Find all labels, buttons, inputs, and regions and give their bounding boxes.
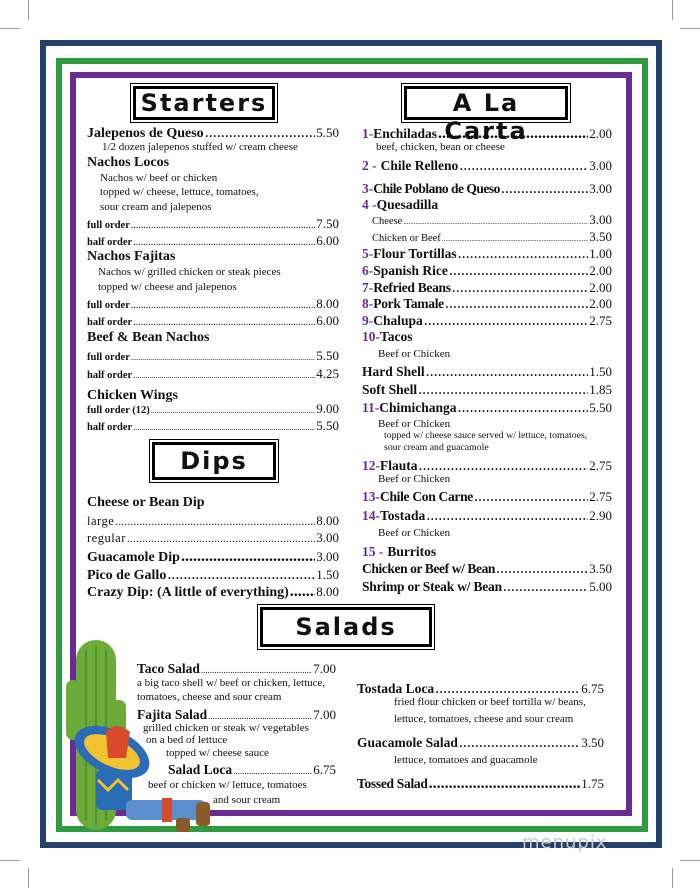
menu-item: Guacamole Salad ..... 3.50 <box>357 734 604 752</box>
menu-item: 11- Chimichanga ..... 5.50 <box>362 399 612 417</box>
dips-title: Dips <box>152 442 276 480</box>
item-desc: Nachos w/ beef or chicken <box>100 172 218 184</box>
menu-item: 7- Refried Beans ..... 2.00 <box>362 279 612 297</box>
item-desc: sour cream and guacamole <box>384 442 489 453</box>
menu-item: 8- Pork Tamale ..... 2.00 <box>362 295 612 313</box>
menu-item: 1- Enchiladas ..... 2.00 <box>362 125 612 143</box>
item-desc: beef or chicken w/ lettuce, tomatoes <box>148 779 307 791</box>
item-heading: Chicken Wings <box>87 388 178 403</box>
menu-item: Salad Loca ..... 6.75 <box>168 762 336 778</box>
menu-item: half order ..... 6.00 <box>87 313 339 329</box>
item-desc: lettuce, tomatoes and guacamole <box>394 754 538 766</box>
item-desc: Beef or Chicken <box>378 473 451 485</box>
crop-mark <box>680 860 700 861</box>
menu-item: Tossed Salad ..... 1.75 <box>357 775 604 793</box>
item-desc: tomatoes, cheese and sour cream <box>137 691 282 703</box>
item-desc: topped w/ cheese and jalepenos <box>98 281 237 293</box>
menu-item: Hard Shell ..... 1.50 <box>362 363 612 381</box>
item-heading: Nachos Locos <box>87 155 170 170</box>
menu-item: half order ..... 4.25 <box>87 366 339 382</box>
alacarta-title: A La Carta <box>404 86 568 120</box>
item-heading: Beef & Bean Nachos <box>87 330 210 345</box>
menu-item: half order ..... 6.00 <box>87 233 339 249</box>
menu-item: large ..... 8.00 <box>87 513 339 529</box>
item-desc: beef, chicken, bean or cheese <box>376 141 505 153</box>
item-desc: topped w/ cheese sauce <box>166 747 269 759</box>
item-desc: grilled chicken or steak w/ vegetables <box>143 722 309 734</box>
menu-item: Tostada Loca ..... 6.75 <box>357 680 604 698</box>
crop-mark <box>672 0 673 20</box>
item-desc: lettuce, tomatoes, cheese and sour cream <box>394 713 574 725</box>
crop-mark <box>28 868 29 888</box>
item-desc: topped w/ cheese, lettuce, tomatoes, <box>100 186 259 198</box>
menu-item: Chicken or Beef w/ Bean ..... 3.50 <box>362 560 612 578</box>
menu-item: regular ..... 3.00 <box>87 530 339 546</box>
item-desc: topped w/ cheese sauce served w/ lettuce, tomatoes, <box>384 430 588 441</box>
crop-mark <box>0 860 20 861</box>
menu-item: 9- Chalupa ..... 2.75 <box>362 312 612 330</box>
item-heading: Nachos Fajitas <box>87 249 176 264</box>
salads-title: Salads <box>260 607 432 647</box>
item-desc: sour cream and jalepenos <box>100 201 212 213</box>
menu-item: 5- Flour Tortillas ..... 1.00 <box>362 245 612 263</box>
item-desc: Beef or Chicken <box>378 418 451 430</box>
menu-item: Shrimp or Steak w/ Bean ..... 5.00 <box>362 578 612 596</box>
starters-title: Starters <box>133 86 275 120</box>
menu-item: 3- Chile Poblano de Queso ..... 3.00 <box>362 180 612 198</box>
menu-item: Pico de Gallo ..... 1.50 <box>87 566 339 584</box>
crop-mark <box>672 868 673 888</box>
crop-mark <box>28 0 29 20</box>
menu-item: 2 - Chile Relleno ..... 3.00 <box>362 157 612 175</box>
menu-item: 12- Flauta ..... 2.75 <box>362 457 612 475</box>
menu-item: full order ..... 7.50 <box>87 216 339 232</box>
menu-item: 4 - Quesadilla <box>362 197 439 212</box>
item-desc: a big taco shell w/ beef or chicken, lettuce, <box>137 677 326 689</box>
item-desc: 1/2 dozen jalepenos stuffed w/ cream cheese <box>102 141 298 153</box>
item-desc: Beef or Chicken <box>378 348 451 360</box>
menu-item: Soft Shell ..... 1.85 <box>362 381 612 399</box>
menu-item: full order ..... 5.50 <box>87 348 339 364</box>
menu-item: Chicken or Beef ..... 3.50 <box>372 229 612 245</box>
menu-item: Jalepenos de Queso ..... 5.50 <box>87 124 339 142</box>
menu-item: 14- Tostada ..... 2.90 <box>362 507 612 525</box>
item-heading: Cheese or Bean Dip <box>87 495 205 510</box>
menu-item: Cheese ..... 3.00 <box>372 212 612 228</box>
crop-mark <box>680 28 700 29</box>
item-desc: on a bed of lettuce <box>146 734 228 746</box>
menu-item: 10- Tacos <box>362 329 413 344</box>
item-desc: and sour cream <box>213 794 281 806</box>
menu-item: 13- Chile Con Carne ..... 2.75 <box>362 488 612 506</box>
item-desc: Nachos w/ grilled chicken or steak pieces <box>98 266 281 278</box>
menu-item: Crazy Dip: (A little of everything) ..... 8.00 <box>87 583 339 601</box>
crop-mark <box>0 28 20 29</box>
menu-item: 15 - Burritos <box>362 544 437 559</box>
menu-item: full order (12) ..... 9.00 <box>87 401 339 417</box>
watermark: menupix <box>522 832 608 853</box>
menu-item: half order ..... 5.50 <box>87 418 339 434</box>
menu-item: Fajita Salad ..... 7.00 <box>137 707 336 723</box>
menu-item: Guacamole Dip ..... 3.00 <box>87 548 339 566</box>
menu-item: Taco Salad ..... 7.00 <box>137 661 336 677</box>
menu-item: full order ..... 8.00 <box>87 296 339 312</box>
item-desc: fried flour chicken or beef tortilla w/ beans, <box>394 696 586 708</box>
item-desc: Beef or Chicken <box>378 527 451 539</box>
menu-item: 6- Spanish Rice ..... 2.00 <box>362 262 612 280</box>
